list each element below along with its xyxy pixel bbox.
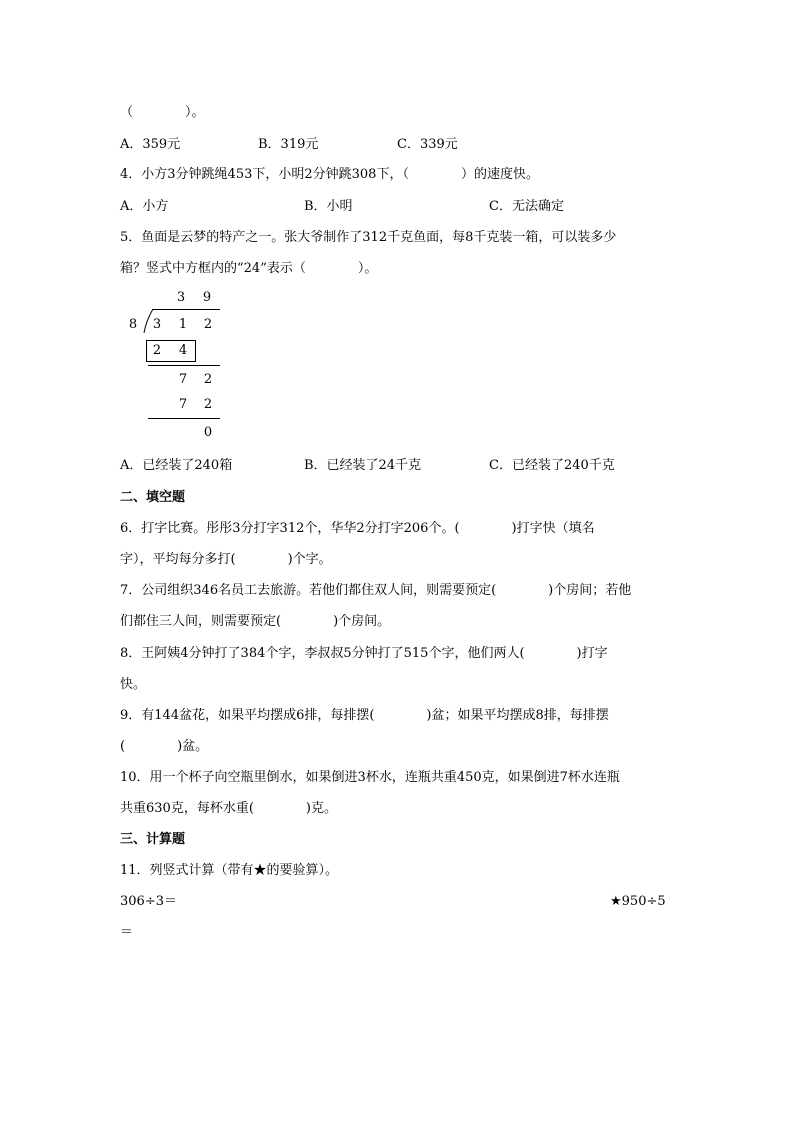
division-bar bbox=[152, 309, 220, 310]
subtraction-line bbox=[148, 365, 220, 366]
step2-digit: 2 bbox=[203, 372, 213, 387]
dividend-digit: 2 bbox=[203, 317, 213, 332]
q7-text-line2: 们都住三人间，则需要预定( )个房间。 bbox=[120, 614, 391, 629]
quotient-digit: 3 bbox=[176, 290, 186, 305]
q4-option-b: B．小明 bbox=[304, 199, 353, 214]
step3-digit: 2 bbox=[203, 397, 213, 412]
q10-text-line1: 10．用一个杯子向空瓶里倒水，如果倒进3杯水，连瓶共重450克，如果倒进7杯水连瓶 bbox=[120, 770, 620, 785]
q11-equals: ＝ bbox=[120, 925, 134, 940]
step1-digit: 2 bbox=[152, 343, 162, 358]
q5-text-line2: 箱？竖式中方框内的“24”表示（ ）。 bbox=[120, 261, 378, 276]
step1-digit: 4 bbox=[178, 343, 188, 358]
section-heading-calculation: 三、计算题 bbox=[120, 832, 186, 847]
divisor: 8 bbox=[128, 317, 138, 332]
q9-text-line1: 9．有144盆花，如果平均摆成6排，每排摆( )盆；如果平均摆成8排，每排摆 bbox=[120, 708, 609, 723]
q8-text-line1: 8．王阿姨4分钟打了384个字，李叔叔5分钟打了515个字，他们两人( )打字 bbox=[120, 646, 608, 661]
q8-text-line2: 快。 bbox=[120, 677, 147, 692]
remainder: 0 bbox=[203, 425, 213, 440]
q10-text-line2: 共重630克，每杯水重( )克。 bbox=[120, 801, 337, 816]
q4-option-a: A．小方 bbox=[120, 199, 169, 214]
q5-option-b: B．已经装了24千克 bbox=[304, 458, 422, 473]
q3-option-b: B．319元 bbox=[258, 137, 319, 152]
step2-digit: 7 bbox=[178, 372, 188, 387]
dividend-digit: 1 bbox=[178, 317, 188, 332]
q9-text-line2: ( )盆。 bbox=[120, 739, 209, 754]
q7-text-line1: 7．公司组织346名员工去旅游。若他们都住双人间，则需要预定( )个房间；若他 bbox=[120, 583, 632, 598]
subtraction-line bbox=[148, 418, 220, 419]
q5-option-a: A．已经装了240箱 bbox=[120, 458, 233, 473]
q5-option-c: C．已经装了240千克 bbox=[489, 458, 615, 473]
q11-instruction: 11．列竖式计算（带有★的要验算）。 bbox=[120, 863, 339, 878]
q6-text-line1: 6．打字比赛。彤彤3分打字312个，华华2分打字206个。( )打字快（填名 bbox=[120, 521, 595, 536]
dividend-digit: 3 bbox=[152, 317, 162, 332]
q3-option-a: A．359元 bbox=[120, 137, 181, 152]
section-heading-fill-in: 二、填空题 bbox=[120, 490, 186, 505]
q3-answer-blank: （ ）。 bbox=[120, 105, 205, 120]
q4-option-c: C．无法确定 bbox=[489, 199, 564, 214]
q5-text-line1: 5．鱼面是云梦的特产之一。张大爷制作了312千克鱼面，每8千克装一箱，可以装多少 bbox=[120, 230, 617, 245]
q11-expression-2: ★950÷5 bbox=[610, 894, 666, 909]
step3-digit: 7 bbox=[178, 397, 188, 412]
quotient-digit: 9 bbox=[202, 290, 212, 305]
q6-text-line2: 字），平均每分多打( )个字。 bbox=[120, 552, 332, 567]
q4-text: 4．小方3分钟跳绳453下，小明2分钟跳308下，（ ）的速度快。 bbox=[120, 167, 539, 182]
q11-expression-1: 306÷3＝ bbox=[120, 894, 177, 909]
q3-option-c: C．339元 bbox=[397, 137, 458, 152]
